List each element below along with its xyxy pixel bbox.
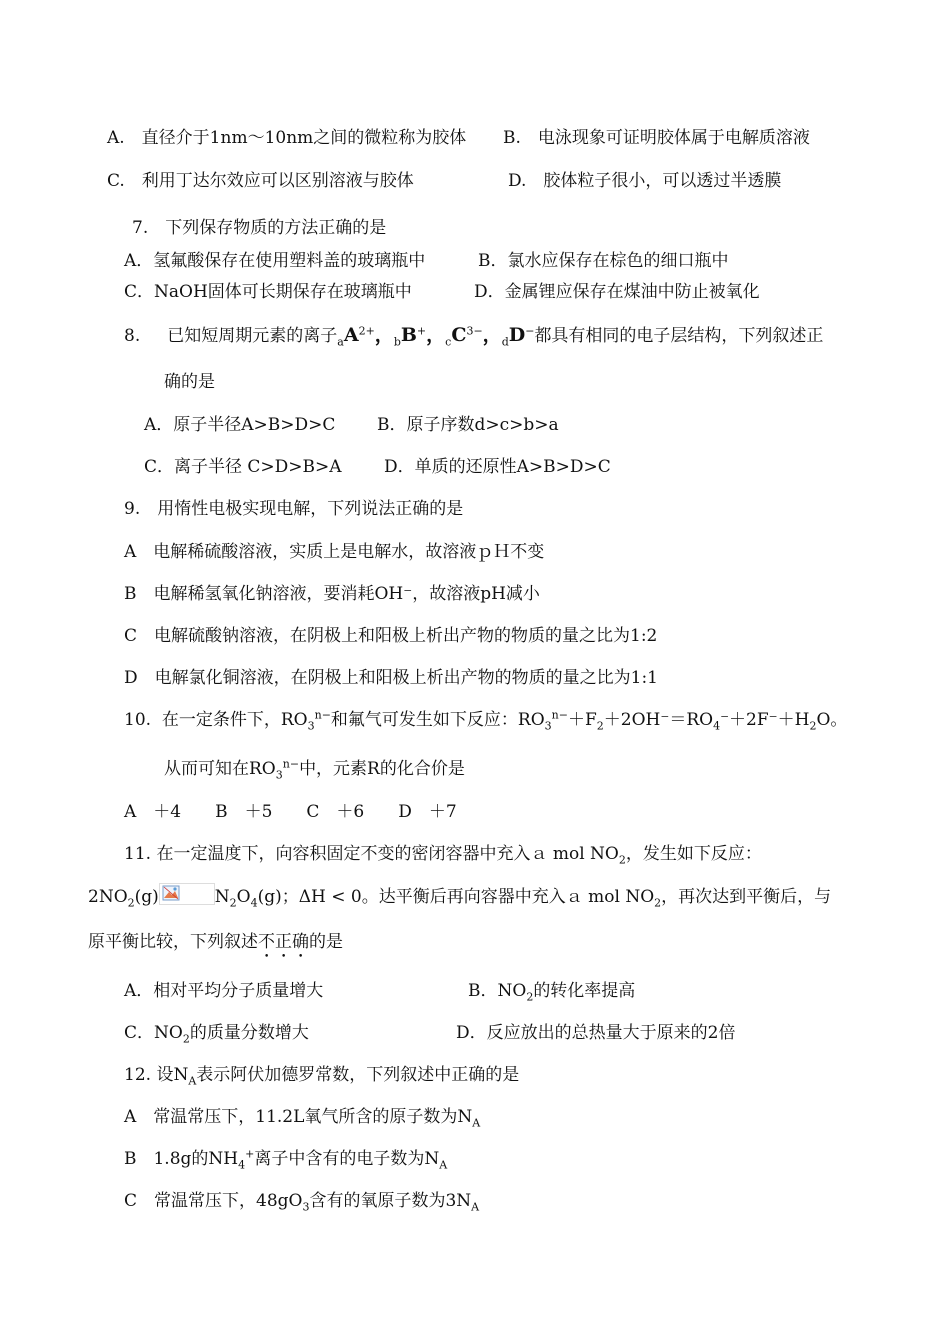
ion-b-sep: ，: [426, 324, 446, 346]
q7-stem: 7. 下列保存物质的方法正确的是: [132, 218, 387, 238]
equilibrium-arrow-image: [159, 883, 215, 905]
q6-option-b: B. 电泳现象可证明胶体属于电解质溶液: [503, 128, 810, 148]
q12-stem-a: 12. 设N: [124, 1065, 189, 1085]
q12-sub: A: [471, 1200, 480, 1214]
q11-option-a: A．相对平均分子质量增大: [124, 981, 324, 1001]
q10-stem-cont: [164, 757, 465, 781]
q10-sup: n−: [551, 708, 568, 722]
q11-eq-f: ，再次达到平衡后，与: [661, 887, 832, 907]
q9-stem: 9. 用惰性电极实现电解，下列说法正确的是: [124, 499, 464, 519]
q11-cont-b: 的是: [309, 932, 343, 952]
q9-option-b: B 电解稀氢氧化钠溶液，要消耗OH⁻，故溶液pH减小: [124, 584, 540, 604]
q11-option-d: D．反应放出的总热量大于原来的2倍: [456, 1023, 736, 1043]
q11-sub: 2: [618, 853, 626, 867]
q8-option-c: C．离子半径 C>D>B>A: [144, 457, 342, 477]
q6-option-a: A. 直径介于1nm～10nm之间的微粒称为胶体: [107, 128, 467, 148]
q9-option-d: D 电解氯化铜溶液，在阴极上和阳极上析出产物的物质的量之比为1:1: [124, 668, 658, 688]
q8-stem: [124, 323, 823, 348]
ion-c-sep: ，: [482, 324, 502, 346]
q11-sub: 4: [250, 896, 258, 910]
q11-eq-b: (g): [134, 887, 159, 907]
q8-stem-post: 都具有相同的电子层结构，下列叙述正: [534, 326, 824, 346]
q10-text-e: ⁻＋2F⁻＋H: [720, 710, 810, 730]
q10-text-d: ＋2OH⁻＝RO: [603, 710, 714, 730]
q11-cont-a: 原平衡比较，下列叙述: [88, 932, 258, 952]
q10-options: A ＋4 B ＋5 C ＋6 D ＋7: [124, 802, 457, 822]
broken-image-icon: [162, 885, 180, 901]
q10-stem: [124, 708, 847, 732]
q12-c-a: C 常温常压下，48gO: [124, 1191, 303, 1211]
ion-c-charge: 3−: [466, 324, 483, 338]
q6-option-d: D. 胶体粒子很小，可以透过半透膜: [508, 171, 782, 191]
q11-stem: [124, 842, 762, 866]
q11-c-b: 的质量分数增大: [189, 1023, 309, 1043]
q12-option-b: [124, 1147, 447, 1171]
q7-option-b: B．氯水应保存在棕色的细口瓶中: [478, 251, 729, 271]
ion-d-charge: −: [525, 324, 535, 338]
ion-a-prefix: a: [337, 335, 344, 349]
q12-option-c: [124, 1189, 479, 1213]
q8-stem-pre: 已知短周期元素的离子: [167, 326, 338, 346]
q12-sub: 4: [238, 1158, 246, 1172]
q12-sup: +: [245, 1147, 255, 1161]
q9-option-a: A 电解稀硫酸溶液，实质上是电解水，故溶液ｐＨ不变: [124, 542, 545, 562]
q10-sup: n−: [282, 757, 300, 771]
q11-sub: 2: [654, 896, 662, 910]
ion-b-prefix: b: [393, 335, 401, 349]
q11-eq-d: O: [236, 887, 251, 907]
q10-text-b: 和氟气可发生如下反应：RO: [330, 710, 545, 730]
q12-stem: [124, 1063, 519, 1087]
q10-sub: 2: [596, 719, 604, 733]
q10-cont-b: 中，元素R的化合价是: [299, 759, 465, 779]
q8-stem-cont: 确的是: [164, 372, 215, 392]
q11-sub: 2: [526, 990, 534, 1004]
q10-text-a: 在一定条件下，RO: [161, 710, 308, 730]
ion-a-symbol: A: [343, 324, 359, 346]
ion-c-prefix: c: [445, 335, 452, 349]
q12-option-a: [124, 1105, 480, 1129]
q10-sup: n−: [314, 708, 331, 722]
ion-c-symbol: C: [451, 324, 467, 346]
q7-option-c: C．NaOH固体可长期保存在玻璃瓶中: [124, 282, 412, 302]
q12-b-a: B 1.8g的NH: [124, 1149, 239, 1169]
q12-c-b: 含有的氧原子数为3N: [309, 1191, 472, 1211]
q8-option-b: B．原子序数d>c>b>a: [377, 415, 559, 435]
q8-number: 8.: [124, 326, 141, 346]
q11-option-c: [124, 1021, 309, 1045]
q10-sub: 2: [809, 719, 817, 733]
q11-b-a: B．NO: [468, 981, 527, 1001]
q10-cont-a: 从而可知在RO: [164, 759, 276, 779]
q11-eq-a: 2NO: [88, 887, 128, 907]
q10-sub: 3: [275, 768, 283, 782]
q10-sub: 3: [307, 719, 315, 733]
ion-d-prefix: d: [501, 335, 509, 349]
ion-b-symbol: B: [400, 324, 417, 346]
q12-sub: A: [472, 1116, 481, 1130]
q11-equation: [88, 883, 831, 909]
q12-a-text: A 常温常压下，11.2L氧气所含的原子数为N: [124, 1107, 473, 1127]
q11-c-a: C．NO: [124, 1023, 183, 1043]
q11-stem-cont: [88, 930, 343, 962]
q8-option-d: D．单质的还原性A>B>D>C: [384, 457, 611, 477]
q11-b-b: 的转化率提高: [533, 981, 636, 1001]
q12-sub: A: [188, 1074, 197, 1088]
q11-eq-e: (g)；ΔH < 0。达平衡后再向容器中充入ａ mol NO: [257, 887, 655, 907]
q11-sub: 2: [127, 896, 135, 910]
q10-sub: 3: [544, 719, 552, 733]
q7-option-d: D．金属锂应保存在煤油中防止被氧化: [474, 282, 760, 302]
q11-eq-c: N: [214, 887, 230, 907]
q9-option-c: C 电解硫酸钠溶液，在阴极上和阳极上析出产物的物质的量之比为1:2: [124, 626, 658, 646]
ion-b-charge: +: [416, 324, 427, 338]
q10-text-c: ＋F: [567, 710, 597, 730]
q11-emphasis: 不正确: [258, 932, 309, 952]
q11-text-end: ，发生如下反应：: [625, 844, 762, 864]
ion-a-charge: 2+: [358, 324, 375, 338]
q12-stem-b: 表示阿伏加德罗常数，下列叙述中正确的是: [196, 1065, 520, 1085]
q6-option-c: C. 利用丁达尔效应可以区别溶液与胶体: [107, 171, 414, 191]
q12-sub: 3: [302, 1200, 310, 1214]
q8-option-a: A．原子半径A>B>D>C: [144, 415, 336, 435]
q11-text: 11. 在一定温度下，向容积固定不变的密闭容器中充入ａ mol NO: [124, 844, 619, 864]
ion-a-sep: ，: [374, 324, 394, 346]
q10-number: 10.: [124, 710, 152, 730]
q11-sub: 2: [229, 896, 237, 910]
q10-sub: 4: [713, 719, 721, 733]
q10-text-f: O。: [816, 710, 848, 730]
q7-option-a: A．氢氟酸保存在使用塑料盖的玻璃瓶中: [124, 251, 426, 271]
q12-sub: A: [439, 1158, 448, 1172]
q11-option-b: [468, 979, 635, 1003]
q11-sub: 2: [182, 1032, 190, 1046]
q12-b-b: 离子中含有的电子数为N: [254, 1149, 440, 1169]
ion-d-symbol: D: [508, 324, 526, 346]
